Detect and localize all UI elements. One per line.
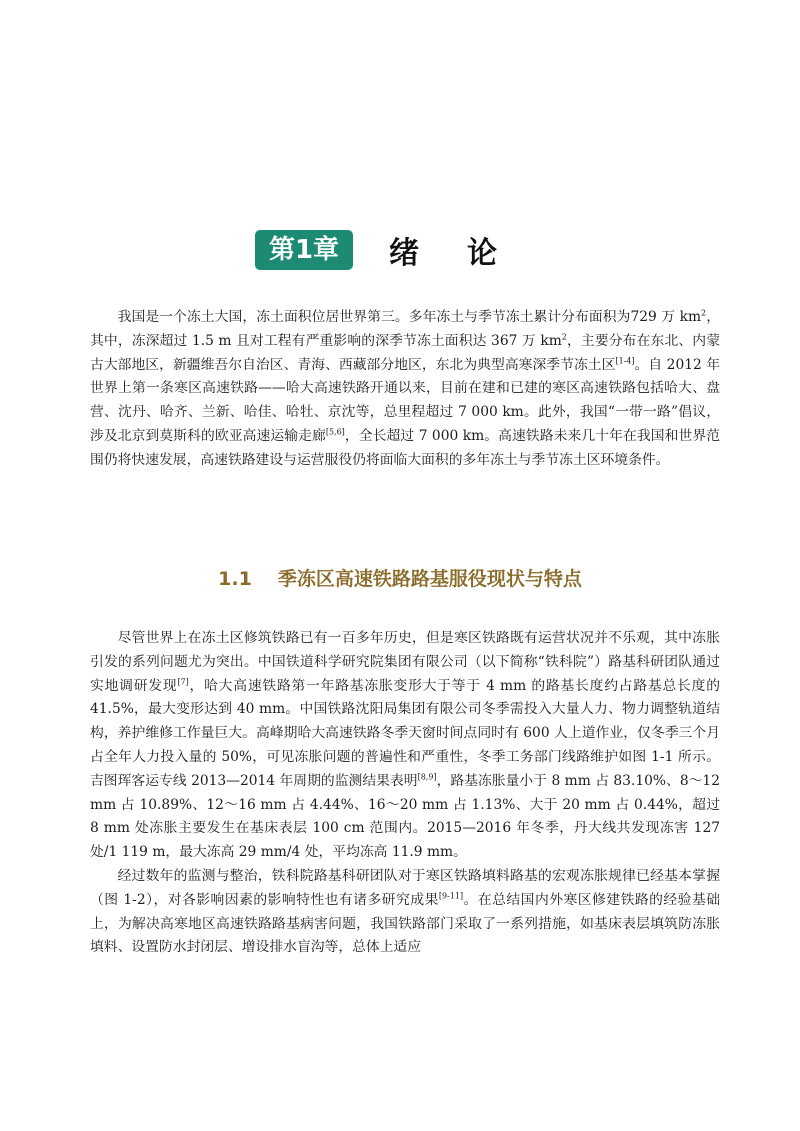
text-segment: 。在总结国内外寒区修建铁路的经验基础上，为解决高寒地区高速铁路路基病害问题，我国铁路部门采取了一系列措施，如基床表层填筑防冻胀填料、设置防水封闭层、增设排水盲沟等，总体上适应 [90, 891, 721, 956]
citation: [5,6] [325, 427, 345, 437]
superscript: 2 [701, 308, 707, 318]
chapter-header [0, 228, 800, 272]
text-segment: ，全长超过 7 000 km。高速铁路未来几十年在我国和世界范围仍将快速发展，高速铁路建设与运营服役仍将面临大面积的多年冻土与季节冻土区环境条件。 [90, 427, 720, 468]
intro-paragraph-block [90, 306, 720, 473]
text-segment: ，其中，冻深超过 1.5 m 且对工程有严重影响的深季节冻土面积达 367 万 km [90, 309, 721, 349]
intro-paragraph [90, 306, 720, 473]
citation: [8,9] [417, 772, 437, 782]
citation: [7] [177, 677, 189, 686]
section-paragraph-2 [90, 865, 720, 960]
section-paragraph-1 [90, 627, 720, 865]
text-segment: 尽管世界上在冻土区修筑铁路已有一百多年历史，但是寒区铁路既有运营状况并不乐观，其中冻胀引发的系列问题尤为突出。中国铁道科学研究院集团有限公司（以下简称“铁科院”）路基科研团队通过实地调研发现 [90, 630, 720, 694]
section-number: 1.1 [218, 568, 252, 590]
section-heading [0, 564, 800, 591]
section-title: 季冻区高速铁路路基服役现状与特点 [277, 568, 582, 590]
text-segment: ，哈大高速铁路第一年路基冻胀变形大于等于 4 mm 的路基长度约占路基总长度的 41.5%，最大变形达到 40 mm。中国铁路沈阳局集团有限公司冬季需投入大量人力、物力调整轨道结构，养护维修工作量巨大。高峰期哈大高速铁路冬季天窗时间点同时有 600 人上道作业，仅冬季三个月占全年人力投入量的 50%，可见冻胀问题的普遍性和严重性，冬季工务部门线路维护如图 1-1 所示。吉图珲客运专线 2013—2014 年周期的监测结果表明 [90, 677, 720, 789]
text-segment: 我国是一个冻土大国，冻土面积位居世界第三。多年冻土与季节冻土累计分布面积为729 万 km [117, 309, 702, 325]
citation: [1-4] [615, 356, 635, 365]
chapter-badge: 第1章 [255, 230, 353, 270]
superscript: 2 [561, 332, 567, 342]
text-segment: 经过数年的监测与整治，铁科院路基科研团队对于寒区铁路填料路基的宏观冻胀规律已经基本掌握（图 1-2），对各影响因素的影响特性也有诸多研究成果 [90, 867, 720, 908]
text-segment: ，主要分布在东北、内蒙古大部地区，新疆维吾尔自治区、青海、西藏部分地区，东北为典型高寒深季节冻土区 [90, 332, 720, 373]
chapter-title: 绪论 [389, 236, 546, 271]
citation: [9-11] [438, 891, 464, 901]
text-segment: ，路基冻胀量小于 8 mm 占 83.10%、8～12 mm 占 10.89%、12～16 mm 占 4.44%、16～20 mm 占 1.13%、大于 20 mm 占 0.44%，超过 8 mm 处冻胀主要发生在基床表层 100 cm 范围内。2015—2016 年冬季，丹大线共发现冻害 127 处/1 119 m，最大冻高 29 mm/4 处，平均冻高 11.9 mm。 [90, 772, 720, 861]
section-body-block [90, 627, 720, 960]
text-segment: 。自 2012 年世界上第一条寒区高速铁路——哈大高速铁路开通以来，目前在建和已建的寒区高速铁路包括哈大、盘营、沈丹、哈齐、兰新、哈佳、哈牡、京沈等，总里程超过 7 000 km。此外，我国“一带一路”倡议，涉及北京到莫斯科的欧亚高速运输走廊 [90, 356, 721, 444]
